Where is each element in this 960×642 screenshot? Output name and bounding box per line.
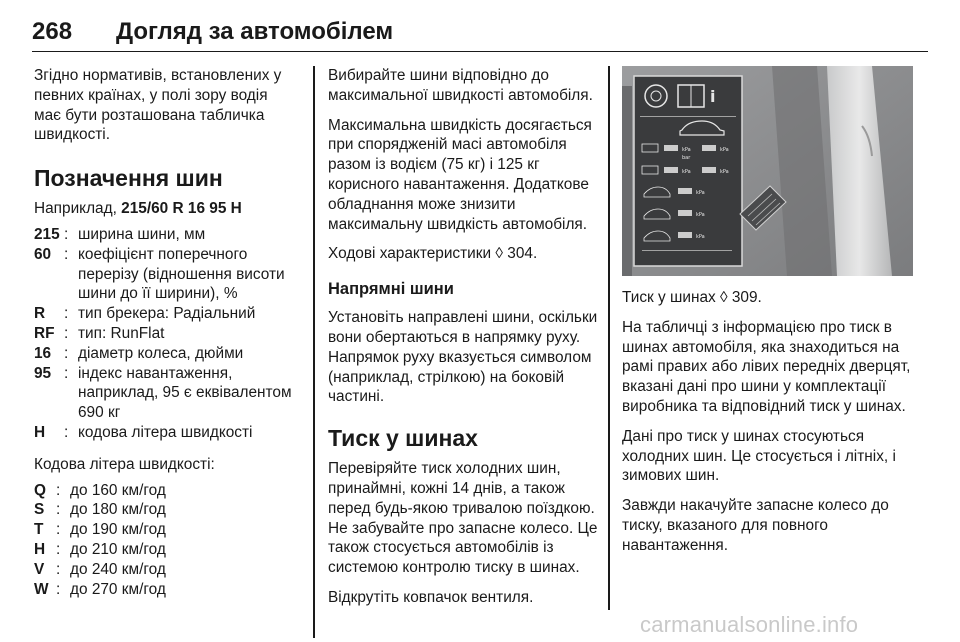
example-line xyxy=(34,199,296,219)
page-number: 268 xyxy=(32,18,73,45)
def-key: V xyxy=(34,560,45,578)
def-value: тип: RunFlat xyxy=(78,324,165,342)
example-code: 215/60 R 16 95 H xyxy=(121,200,242,218)
def-value: ширина шини, мм xyxy=(78,225,206,243)
column-2 xyxy=(328,66,598,618)
column-1 xyxy=(34,66,296,611)
def-key: Q xyxy=(34,481,46,499)
intro-paragraph: Згідно нормативів, встановлених у певних країнах, у полі зору водія має бути розташована табличка швидкості. xyxy=(34,67,282,144)
kpa-label: kPa xyxy=(720,169,729,175)
def-row: H : до 210 км/год xyxy=(34,540,296,560)
def-row: RF : тип: RunFlat xyxy=(34,324,296,344)
page-title: Догляд за автомобілем xyxy=(116,18,394,45)
column-divider-2 xyxy=(608,66,610,610)
def-key: H xyxy=(34,423,46,441)
def-value: тип брекера: Радіальний xyxy=(78,305,256,323)
def-key: R xyxy=(34,305,46,323)
pressure-reference: Тиск у шинах ◊ 309. xyxy=(622,289,762,306)
tire-pressure-label-illustration xyxy=(622,66,913,276)
max-speed-paragraph: Вибирайте шини відповідно до максимальної швидкості автомобіля. xyxy=(328,67,593,104)
directional-tires-heading: Напрямні шини xyxy=(328,280,454,299)
def-row: Q : до 160 км/год xyxy=(34,481,296,501)
example-prefix: Наприклад, xyxy=(34,200,122,218)
def-key: 215 xyxy=(34,225,60,243)
def-row: 215 : ширина шини, мм xyxy=(34,225,296,245)
def-value: до 210 км/год xyxy=(70,540,166,558)
pressure-check-paragraph: Перевіряйте тиск холодних шин, принаймні, кожні 14 днів, а також перед будь-якою тривалою поїздкою. Не забувайте про запасне колесо. Це також стосується автомобілів із системою контролю тиску в шинах. xyxy=(328,460,598,577)
def-row: T : до 190 км/год xyxy=(34,520,296,540)
kpa-label: kPa xyxy=(682,147,691,153)
def-row: H : кодова літера швидкості xyxy=(34,423,296,443)
svg-text:i: i xyxy=(710,87,716,106)
door-frame-drawing xyxy=(622,66,913,276)
def-value: до 270 км/год xyxy=(70,580,166,598)
valve-cap-paragraph: Відкрутіть ковпачок вентиля. xyxy=(328,588,534,606)
def-row: 95 : індекс навантаження, наприклад, 95 є еквівалентом 690 кг xyxy=(34,364,296,423)
column-divider-1 xyxy=(313,66,315,638)
def-value: до 160 км/год xyxy=(70,481,166,499)
kpa-label: kPa xyxy=(696,212,705,218)
def-value: коефіцієнт поперечного перерізу (відношення висоти шини до її ширини), % xyxy=(78,245,285,303)
max-speed-detail-paragraph: Максимальна швидкість досягається при спорядженій масі автомобіля разом із водієм (75 кг) і 125 кг корисного навантаження. Додаткове обладнання може знизити максимальну швидкість автомобіля. xyxy=(328,116,592,233)
specs-reference: Ходові характеристики ◊ 304. xyxy=(328,245,538,263)
def-value: до 190 км/год xyxy=(70,521,166,539)
tire-designation-heading: Позначення шин xyxy=(34,165,223,192)
tire-pressure-heading: Тиск у шинах xyxy=(328,425,478,452)
def-key: H xyxy=(34,540,46,558)
def-row: 16 : діаметр колеса, дюйми xyxy=(34,344,296,364)
def-row: R : тип брекера: Радіальний xyxy=(34,304,296,324)
bar-label: bar xyxy=(682,155,691,161)
reference-arrow-icon: ◊ xyxy=(719,289,728,306)
def-value: індекс навантаження, наприклад, 95 є еквівалентом 690 кг xyxy=(78,364,292,422)
def-row: 60 : коефіцієнт поперечного перерізу (відношення висоти шини до її ширини), % xyxy=(34,245,296,304)
kpa-label: kPa xyxy=(696,190,705,196)
def-row: W : до 270 км/год xyxy=(34,580,296,600)
page-header xyxy=(32,14,928,52)
def-value: діаметр колеса, дюйми xyxy=(78,344,244,362)
tire-definition-list xyxy=(34,225,296,443)
kpa-label: kPa xyxy=(682,169,691,175)
reference-arrow-icon: ◊ xyxy=(495,245,503,263)
def-value: до 180 км/год xyxy=(70,501,166,519)
def-value: кодова літера швидкості xyxy=(78,423,253,441)
watermark: carmanualsonline.info xyxy=(640,612,859,637)
label-location-paragraph: На табличці з інформацією про тиск в шинах автомобіля, яка знаходиться на рамі правих або лівих передніх дверцят, вказані дані про шини у комплектації виробника та відповідний тиск у шинах. xyxy=(622,318,911,415)
speed-definition-list xyxy=(34,481,296,600)
def-key: 95 xyxy=(34,364,52,382)
tire-label xyxy=(634,76,742,266)
def-key: 60 xyxy=(34,245,52,263)
def-row: V : до 240 км/год xyxy=(34,560,296,580)
def-key: T xyxy=(34,521,44,539)
kpa-label: kPa xyxy=(696,234,705,240)
def-key: W xyxy=(34,580,49,598)
def-value: до 240 км/год xyxy=(70,560,166,578)
column-3 xyxy=(622,288,922,566)
directional-tires-paragraph: Установіть направлені шини, оскільки вони обертаються в напрямку руху. Напрямок руху вказується символом (наприклад, стрілкою) на боковій частині. xyxy=(328,309,598,406)
kpa-label: kPa xyxy=(720,147,729,153)
def-key: 16 xyxy=(34,344,52,362)
cold-tires-paragraph: Дані про тиск у шинах стосуються холодних шин. Це стосується і літніх, і зимових шин. xyxy=(622,427,896,485)
def-key: S xyxy=(34,501,45,519)
speed-code-heading: Кодова літера швидкості: xyxy=(34,455,215,473)
def-row: S : до 180 км/год xyxy=(34,500,296,520)
def-key: RF xyxy=(34,324,55,342)
spare-wheel-paragraph: Завжди накачуйте запасне колесо до тиску, вказаного для повного навантаження. xyxy=(622,497,889,554)
